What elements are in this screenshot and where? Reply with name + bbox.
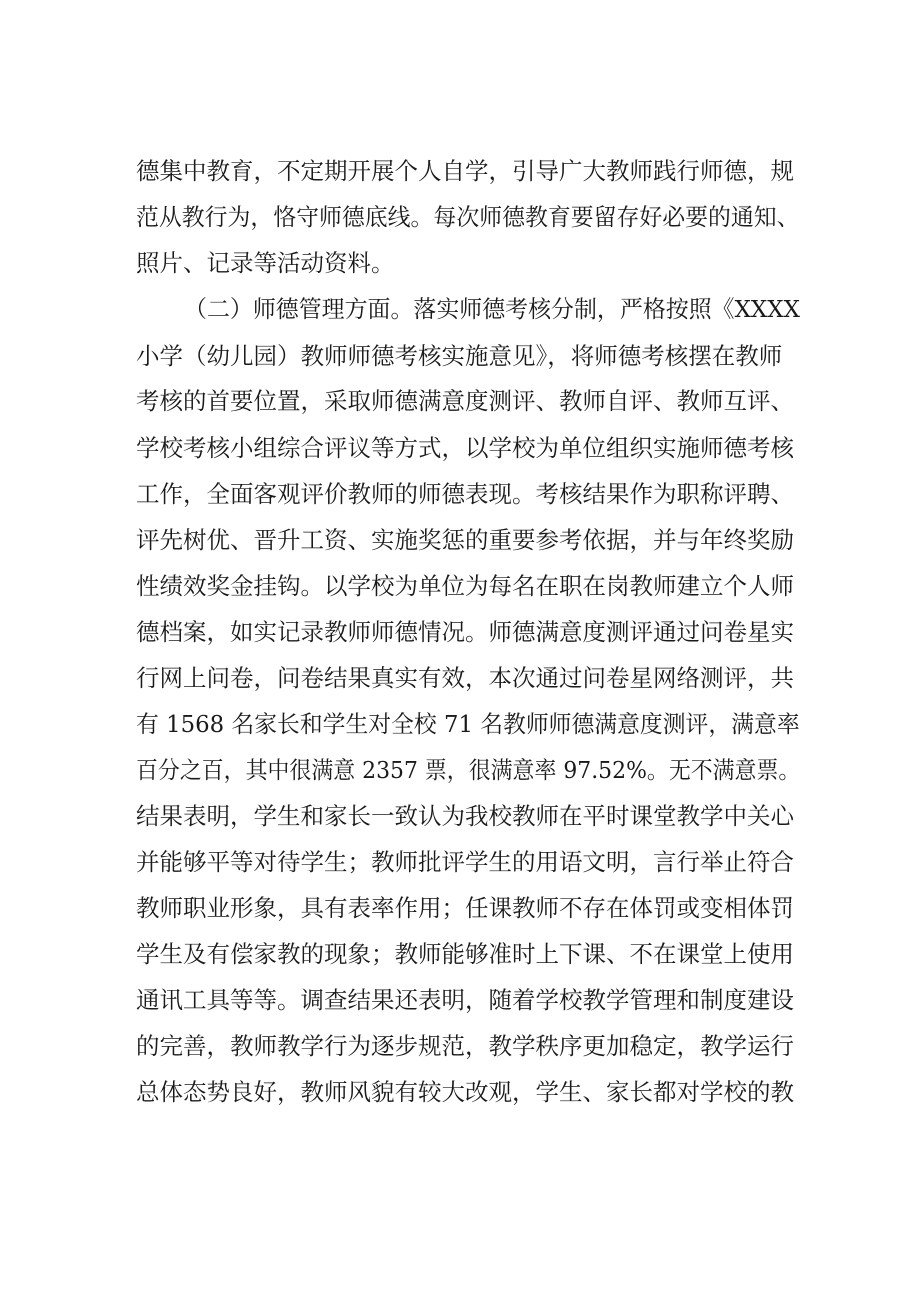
- text-line: 百分之百，其中很满意 2357 票，很满意率 97.52%。无不满意票。: [136, 756, 801, 784]
- text-line: 德集中教育，不定期开展个人自学，引导广大教师践行师德，规: [136, 157, 794, 185]
- text-line: 通讯工具等等。调查结果还表明，随着学校教学管理和制度建设: [136, 986, 794, 1014]
- text-line: 结果表明，学生和家长一致认为我校教师在平时课堂教学中关心: [136, 802, 794, 830]
- text-line: 的完善，教师教学行为逐步规范，教学秩序更加稳定，教学运行: [136, 1032, 794, 1060]
- text-line: 学校考核小组综合评议等方式，以学校为单位组织实施师德考核: [136, 434, 794, 462]
- section-heading-line: （二）师德管理方面。落实师德考核分制，严格按照《XXXX: [184, 295, 800, 323]
- text-line: 行网上问卷，问卷结果真实有效，本次通过问卷星网络测评，共: [136, 664, 794, 692]
- text-line: 小学（幼儿园）教师师德考核实施意见》，将师德考核摆在教师: [136, 342, 783, 370]
- text-line: 评先树优、晋升工资、实施奖惩的重要参考依据，并与年终奖励: [136, 526, 794, 554]
- text-line: 总体态势良好，教师风貌有较大改观，学生、家长都对学校的教: [136, 1078, 794, 1106]
- text-line: 有 1568 名家长和学生对全校 71 名教师师德满意度测评，满意率: [136, 710, 800, 738]
- text-line: 教师职业形象，具有表率作用；任课教师不存在体罚或变相体罚: [136, 894, 794, 922]
- text-line: 考核的首要位置，采取师德满意度测评、教师自评、教师互评、: [136, 387, 794, 415]
- text-line: 学生及有偿家教的现象；教师能够准时上下课、不在课堂上使用: [136, 940, 794, 968]
- text-line: 性绩效奖金挂钩。以学校为单位为每名在职在岗教师建立个人师: [136, 572, 794, 600]
- text-line: 德档案，如实记录教师师德情况。师德满意度测评通过问卷星实: [136, 618, 794, 646]
- text-line: 照片、记录等活动资料。: [136, 249, 395, 277]
- text-line: 范从教行为，恪守师德底线。每次师德教育要留存好必要的通知、: [136, 203, 800, 231]
- text-line: 并能够平等对待学生；教师批评学生的用语文明，言行举止符合: [136, 848, 794, 876]
- text-line: 工作，全面客观评价教师的师德表现。考核结果作为职称评聘、: [136, 480, 794, 508]
